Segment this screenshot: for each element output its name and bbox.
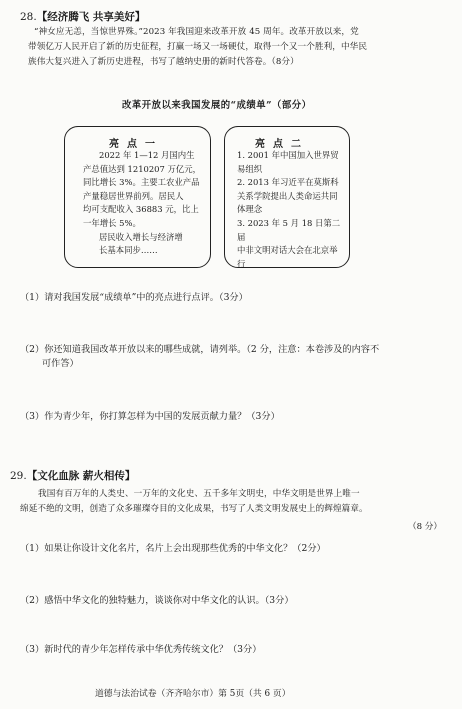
highlight-box-1-title: 亮点一 (109, 139, 163, 150)
box2-line: 3. 2023 年 5 月 18 日第二届 (237, 217, 341, 242)
box1-line: 均可支配收入 36883 元，比上 (83, 204, 199, 215)
box1-line: 一年增长 5%。 (83, 217, 141, 228)
highlight-box-2-text (237, 149, 347, 271)
q28-header (20, 9, 145, 24)
q28-table-title: 改革开放以来我国发展的“成绩单”（部分） (122, 100, 312, 111)
highlight-box-1-text (83, 149, 207, 258)
q29-intro (20, 487, 452, 517)
box2-line: 体理念 (237, 204, 263, 215)
box1-line: 产量稳居世界前列。居民人 (83, 190, 184, 201)
q29-subquestion-3: （3）新时代的青少年怎样传承中华优秀传统文化？（3分） (20, 644, 262, 655)
box2-line: 1. 2001 年中国加入世界贸 (237, 150, 339, 160)
highlight-box-1 (64, 126, 211, 268)
box2-line: 2. 2013 年习近平在莫斯科 (237, 177, 339, 188)
q28-subquestion-2-line-2: 可作答） (42, 358, 79, 369)
box1-line: 产总值达到 1210207 万亿元， (83, 163, 201, 174)
q29-subquestion-2: （2）感悟中华文化的独特魅力，谈谈你对中华文化的认识。（3分） (20, 595, 294, 606)
q28-intro-line-1: “神女应无恙，当惊世界殊。”2023 年我国迎来改革开放 45 周年。改革开放以来，党 (34, 27, 359, 37)
q29-heading: 【文化血脉 薪火相传】 (26, 470, 136, 482)
q28-subquestion-2 (20, 343, 450, 371)
q29-intro-line-2: 绵延不绝的文明，创造了众多璀璨夺目的文化成果，书写了人类文明发展史上的辉煌篇章。 (20, 504, 368, 514)
box1-line: 居民收入增长与经济增 (99, 231, 183, 242)
box2-line: 行 (237, 258, 246, 269)
page-footer: 道德与法治试卷（齐齐哈尔市）第 5页（共 6 页） (95, 689, 291, 699)
box2-line: 中非文明对话大会在北京举 (237, 245, 338, 256)
q29-intro-line-1: 我国有百万年的人类史、一万年的文化史、五千多年文明史，中华文明是世界上唯一 (38, 489, 360, 499)
q28-subquestion-1: （1）请对我国发展“成绩单”中的亮点进行点评。（3分） (20, 292, 248, 303)
box1-line: 长基本同步…… (99, 245, 158, 256)
q29-score: （8 分） (408, 522, 442, 532)
q28-intro (28, 25, 448, 70)
highlight-box-2 (224, 126, 350, 268)
q28-intro-line-2: 带领亿万人民开启了新的历史征程，打赢一场又一场硬仗，取得一个又一个胜利，中华民 (28, 42, 368, 52)
q29-subquestion-1: （1）如果让你设计文化名片，名片上会出现那些优秀的中华文化？（2分） (20, 543, 326, 554)
q29-header (10, 468, 135, 483)
q28-subquestion-2-line-1: （2）你还知道我国改革开放以来的哪些成就，请列举。（2 分，注意：本卷涉及的内容不 (20, 344, 380, 355)
q28-number: 28. (20, 11, 37, 23)
q28-heading: 【经济腾飞 共享美好】 (36, 11, 146, 23)
q28-subquestion-3: （3）作为青少年，你打算怎样为中国的发展贡献力量？（3分） (20, 411, 280, 422)
box2-line: 易组织 (237, 163, 263, 174)
box1-line: 2022 年 1—12 月国内生 (99, 150, 195, 160)
q28-intro-line-3: 族伟大复兴进入了新历史进程，书写了越纳史册的新时代答卷。（8分） (28, 57, 299, 67)
q29-number: 29. (10, 470, 27, 482)
box1-line: 同比增长 3%。主要工农业产品 (83, 177, 200, 188)
highlight-box-2-title: 亮点二 (255, 139, 309, 150)
box2-line: 关系学院提出人类命运共同 (237, 190, 338, 201)
